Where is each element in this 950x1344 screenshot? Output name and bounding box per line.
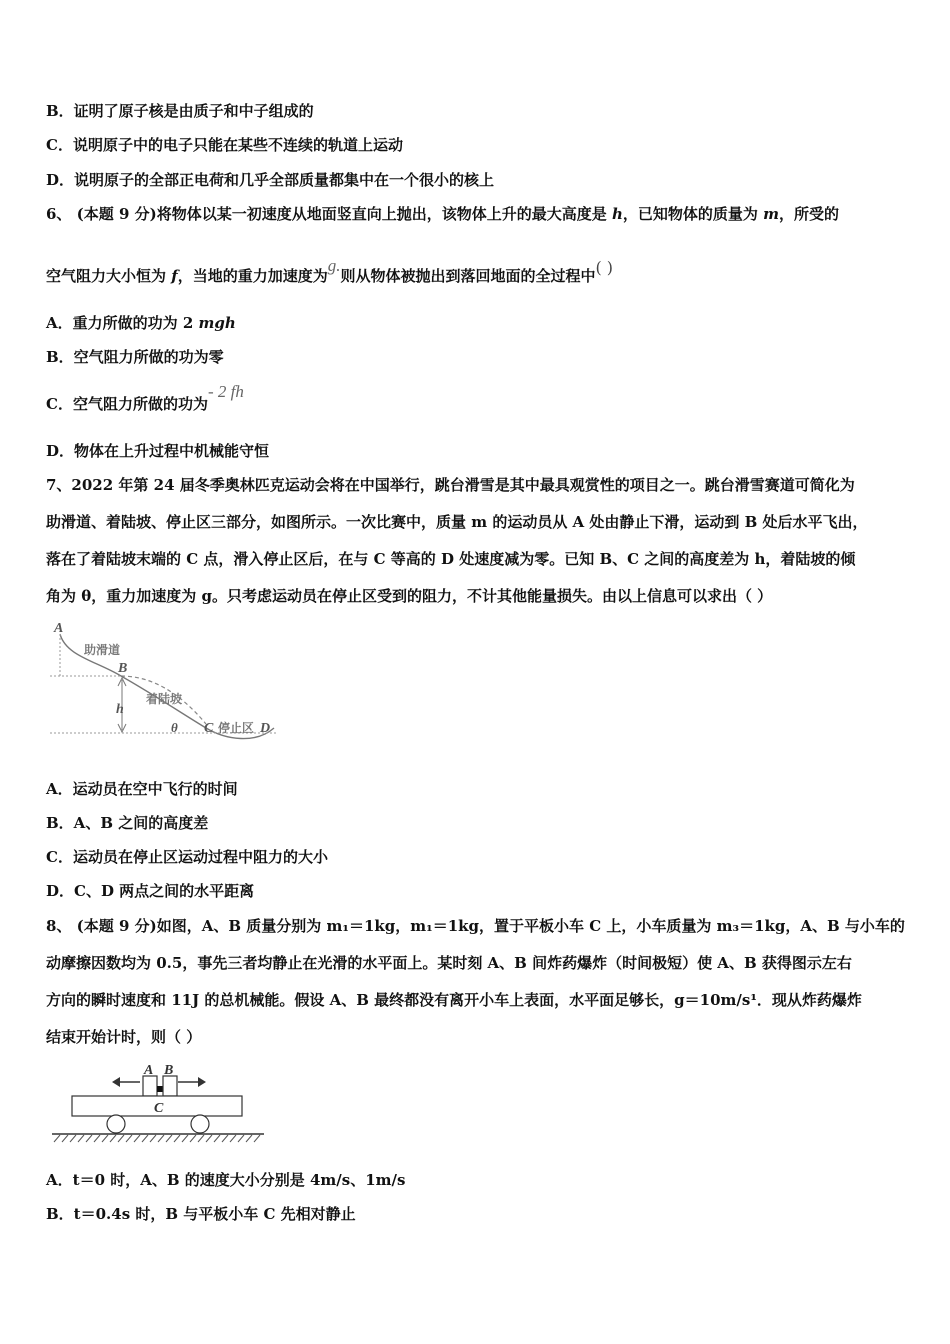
q6-stem-line2: 空气阻力大小恒为 f，当地的重力加速度为g.则从物体被抛出到落回地面的全过程中( ) (46, 256, 614, 285)
q7-stem-line2: 助滑道、着陆坡、停止区三部分，如图所示。一次比赛中，质量 m 的运动员从 A 处由静止下滑，运动到 B 处后水平飞出， (46, 513, 868, 531)
q7-stem-line1: 7、2022 年第 24 届冬季奥林匹克运动会将在中国举行，跳台滑雪是其中最具观赏性的项目之一。跳台滑雪赛道可简化为 (46, 476, 855, 494)
explosive (157, 1086, 163, 1092)
g-formula: g. (327, 256, 341, 275)
q7-option-a: A．运动员在空中飞行的时间 (46, 780, 238, 798)
q5-option-b: B．证明了原子核是由质子和中子组成的 (46, 102, 314, 120)
label-b: B (164, 1063, 174, 1078)
block-b (163, 1076, 177, 1096)
label-runway: 助滑道 (84, 643, 121, 657)
wheel-right (191, 1115, 209, 1133)
q6-option-d: D．物体在上升过程中机械能守恒 (46, 442, 270, 460)
q8-stem-line2: 动摩擦因数均为 0.5，事先三者均静止在光滑的水平面上。某时刻 A、B 间炸药爆炸（时间极短）使 A、B 获得图示左右 (46, 954, 852, 972)
q6-option-c: C．空气阻力所做的功为- 2 fh (46, 382, 244, 413)
q7-option-b: B．A、B 之间的高度差 (46, 814, 209, 832)
q8-stem-line3: 方向的瞬时速度和 11J 的总机械能。假设 A、B 最终都没有离开小车上表面，水平面足够长，g＝10m/s¹．现从炸药爆炸 (46, 991, 862, 1009)
wheel-left (107, 1115, 125, 1133)
q6-option-b: B．空气阻力所做的功为零 (46, 348, 224, 366)
q8-stem-line1: 8、 (本题 9 分)如图，A、B 质量分别为 m₁＝1kg，m₁＝1kg，置于平板小车 C 上，小车质量为 m₃＝1kg，A、B 与小车的 (46, 917, 905, 935)
q8-option-a: A．t＝0 时，A、B 的速度大小分别是 4m/s、1m/s (46, 1171, 406, 1189)
q7-option-d: D．C、D 两点之间的水平距离 (46, 882, 255, 900)
answer-paren: ( ) (595, 258, 614, 277)
label-c: C (154, 1101, 164, 1116)
q6-stem-line1: 6、 (本题 9 分)将物体以某一初速度从地面竖直向上抛出，该物体上升的最大高度是 h，已知物体的质量为 m，所受的 (46, 205, 839, 223)
q6-option-a: A．重力所做的功为 2 mgh (46, 314, 236, 332)
label-c: C (204, 721, 214, 736)
q8-option-b: B．t＝0.4s 时，B 与平板小车 C 先相对静止 (46, 1205, 356, 1223)
q7-option-c: C．运动员在停止区运动过程中阻力的大小 (46, 848, 328, 866)
q5-option-c: C．说明原子中的电子只能在某些不连续的轨道上运动 (46, 136, 403, 154)
cart-figure (50, 1058, 270, 1150)
q5-option-d: D．说明原子的全部正电荷和几乎全部质量都集中在一个很小的核上 (46, 171, 495, 189)
block-a (143, 1076, 157, 1096)
q7-stem-line4: 角为 θ，重力加速度为 g。只考虑运动员在停止区受到的阻力，不计其他能量损失。由以上信息可以求出（ ） (46, 587, 773, 605)
label-a: A (144, 1063, 154, 1078)
label-a: A (54, 621, 64, 636)
label-theta: θ (171, 720, 178, 735)
label-b: B (118, 661, 128, 676)
label-d: D (260, 721, 271, 736)
label-slope: 着陆坡 (146, 692, 183, 706)
q8-stem-line4: 结束开始计时，则（ ） (46, 1028, 202, 1046)
q7-stem-line3: 落在了着陆坡末端的 C 点，滑入停止区后，在与 C 等高的 D 处速度减为零。已知 B、C 之间的高度差为 h，着陆坡的倾 (46, 550, 856, 568)
work-formula: - 2 fh (207, 382, 244, 401)
label-h: h (116, 702, 124, 717)
label-stop: 停止区 (218, 721, 255, 735)
ski-jump-figure (46, 616, 286, 751)
